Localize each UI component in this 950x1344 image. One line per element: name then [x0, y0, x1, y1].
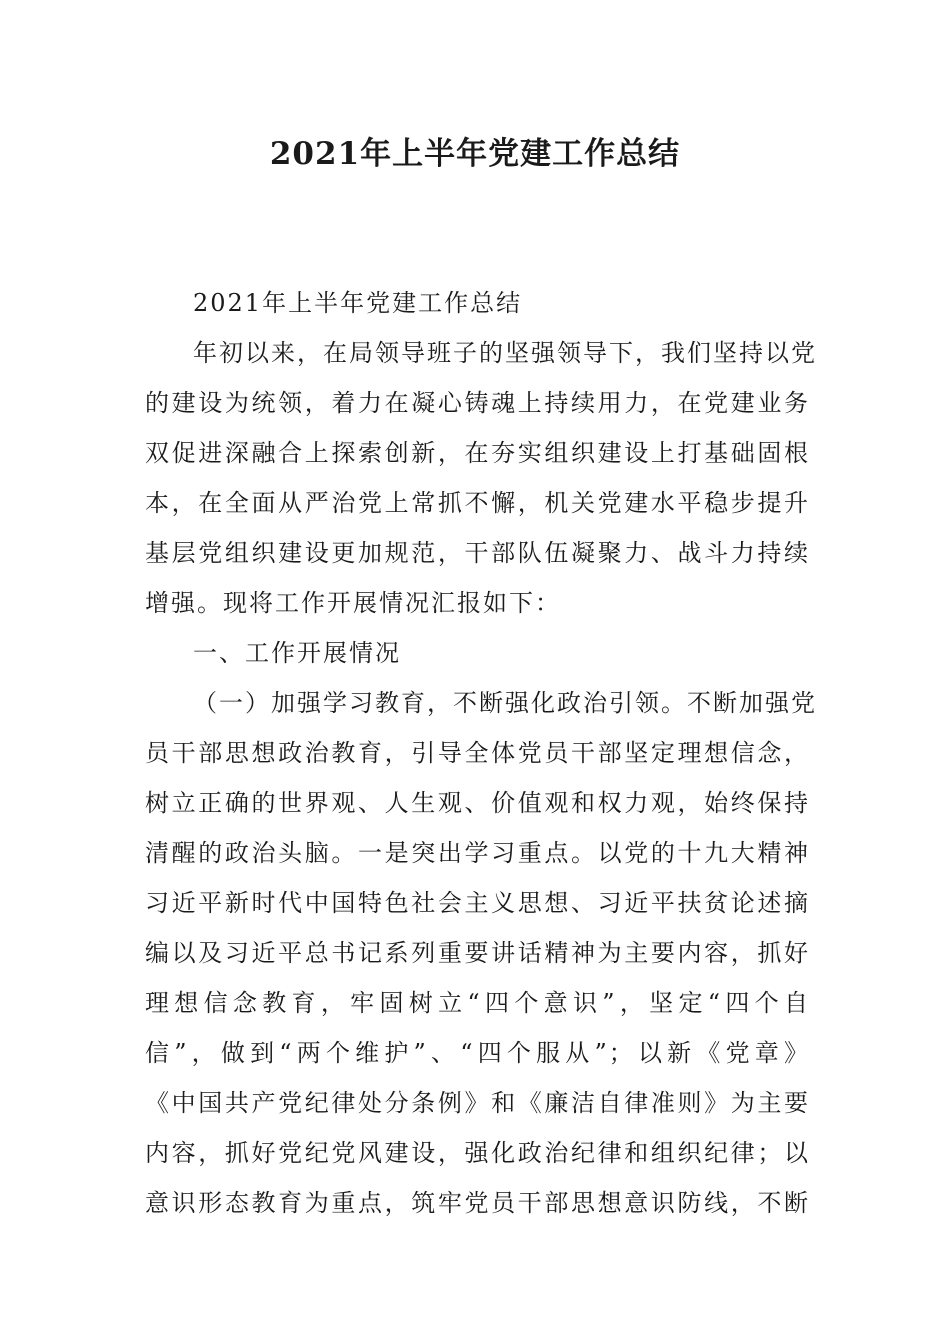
body-line: 树立正确的世界观、人生观、价值观和权力观，始终保持	[145, 789, 810, 817]
body-line: 年初以来，在局领导班子的坚强领导下，我们坚持以党	[193, 339, 817, 367]
body-line: （一）加强学习教育，不断强化政治引领。不断加强党	[193, 689, 817, 717]
body-line: 基层党组织建设更加规范，干部队伍凝聚力、战斗力持续	[145, 539, 810, 567]
body-line: 编以及习近平总书记系列重要讲话精神为主要内容，抓好	[145, 939, 810, 967]
body-line: 2021年上半年党建工作总结	[193, 289, 523, 317]
body-line: 双促进深融合上探索创新，在夯实组织建设上打基础固根	[145, 439, 810, 467]
body-line: 的建设为统领，着力在凝心铸魂上持续用力，在党建业务	[145, 389, 810, 417]
body-line: 清醒的政治头脑。一是突出学习重点。以党的十九大精神	[145, 839, 810, 867]
body-line: 意识形态教育为重点，筑牢党员干部思想意识防线，不断	[145, 1189, 810, 1217]
body-line: 一、工作开展情况	[193, 639, 401, 667]
document-body	[145, 278, 817, 1228]
body-line: 理想信念教育，牢固树立“四个意识”，坚定“四个自	[145, 989, 810, 1017]
body-line: 员干部思想政治教育，引导全体党员干部坚定理想信念，	[145, 739, 810, 767]
body-line: 增强。现将工作开展情况汇报如下：	[145, 589, 561, 617]
body-line: 习近平新时代中国特色社会主义思想、习近平扶贫论述摘	[145, 889, 810, 917]
body-line: 本，在全面从严治党上常抓不懈，机关党建水平稳步提升	[145, 489, 810, 517]
body-line: 内容，抓好党纪党风建设，强化政治纪律和组织纪律；以	[145, 1139, 810, 1167]
document-title: 2021年上半年党建工作总结	[269, 136, 681, 172]
body-line: 信”，做到“两个维护”、“四个服从”；以新《党章》	[145, 1039, 810, 1067]
body-line: 《中国共产党纪律处分条例》和《廉洁自律准则》为主要	[145, 1089, 810, 1117]
